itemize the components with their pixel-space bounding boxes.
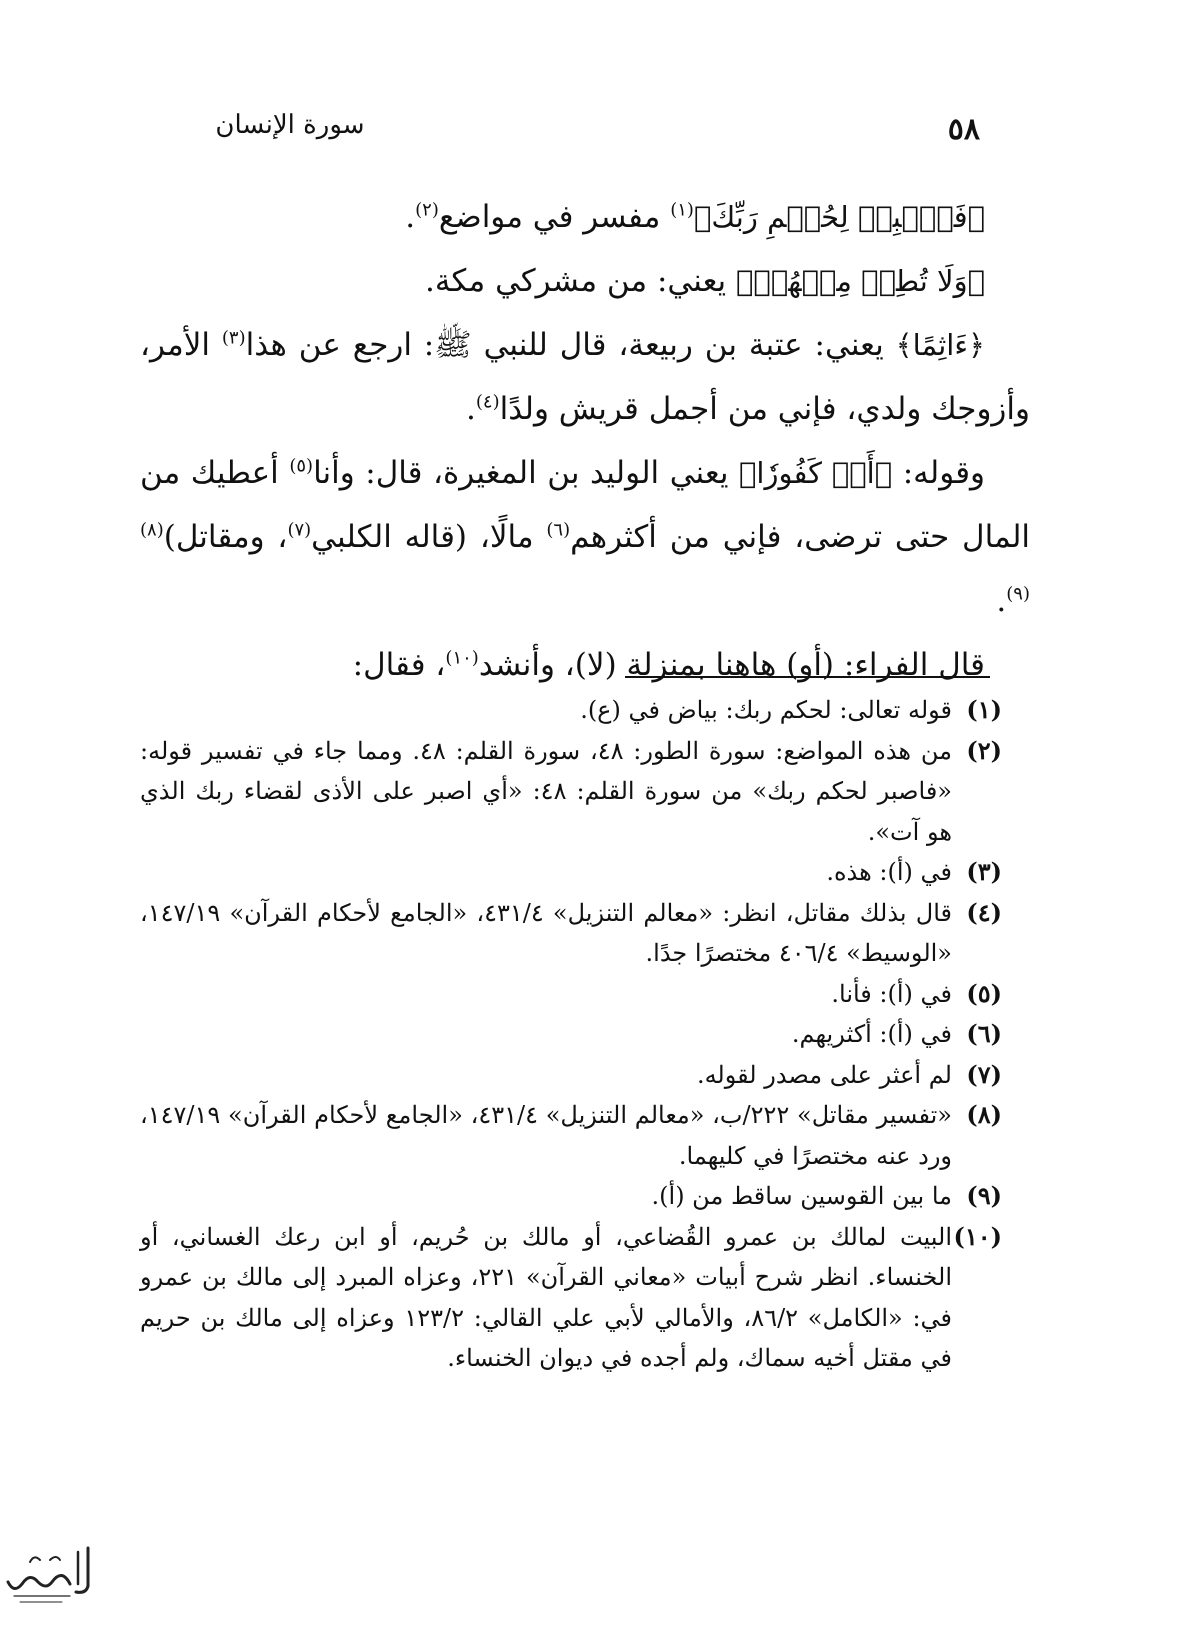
paragraph-5 bbox=[140, 633, 1030, 697]
publisher-logo-icon bbox=[0, 1538, 96, 1610]
paragraph-text: يعني: من مشركي مكة. bbox=[425, 263, 737, 299]
footnotes bbox=[140, 690, 1002, 1379]
paragraph-4 bbox=[140, 441, 1030, 633]
footnote-text: ما بين القوسين ساقط من (أ). bbox=[651, 1182, 952, 1210]
footnote-item bbox=[140, 1176, 1002, 1217]
footnote-text: لم أعثر على مصدر لقوله. bbox=[696, 1060, 952, 1089]
paragraph-3 bbox=[140, 313, 1030, 441]
footnote-number: (٧) bbox=[966, 1059, 1002, 1089]
footnote-number: (٤) bbox=[966, 897, 1002, 927]
paragraph-text: يعني: عتبة بن ربيعة، قال للنبي ﷺ: ارجع عن هذا bbox=[245, 327, 896, 363]
footnote-item bbox=[140, 1055, 1002, 1096]
footnote-ref: (٥) bbox=[289, 455, 314, 477]
footnote-ref: (٨)(٩) bbox=[140, 519, 1030, 605]
quran-quote: ﴿فَٱصۡبِرۡ لِحُكۡمِ رَبِّكَ﴾ bbox=[693, 200, 985, 234]
footnote-text: البيت لمالك بن عمرو القُضاعي، أو مالك بن حُريم، أو ابن رعك الغساني، أو الخنساء. انظر شرح أبيات «معاني القرآن» ٢٢١، وعزاه المبرد إلى مالك بن عمرو في: «الكامل» ٨٦/٢، والأمالي لأبي علي القالي: ١٢٣/٢ وعزاه إلى مالك بن حريم في مقتل أخيه سماك، ولم أجده في ديوان الخنساء. bbox=[140, 1222, 953, 1372]
paragraph-text: يعني الوليد بن المغيرة، قال: وأنا bbox=[313, 455, 740, 491]
paragraph-text: الأمر، وأزوجك ولدي، فإني من أجمل قريش ولدًا bbox=[140, 327, 1030, 427]
punctuation: . bbox=[996, 583, 1007, 619]
paragraph-text: ، فقال: bbox=[352, 647, 446, 683]
paragraph-1 bbox=[140, 185, 1030, 249]
footnote-text: «تفسير مقاتل» ٢٢٢/ب، «معالم التنزيل» ٤٣١/٤، «الجامع لأحكام القرآن» ١٤٧/١٩، ورد عنه مختصرًا في كليهما. bbox=[140, 1101, 952, 1170]
footnote-text: في (أ): أكثريهم. bbox=[791, 1020, 952, 1048]
footnote-ref: (٣) bbox=[221, 327, 246, 349]
footnote-number: (٥) bbox=[966, 978, 1002, 1008]
quran-quote: ﴿وَلَا تُطِعۡ مِنۡهُمۡ﴾ bbox=[736, 264, 985, 298]
footnote-item bbox=[140, 731, 1002, 853]
footnote-item bbox=[140, 852, 1002, 893]
footnote-text: في (أ): هذه. bbox=[826, 858, 952, 886]
paragraph-text: ، ومقاتل) bbox=[163, 519, 288, 555]
paragraph-text: مالًا، (قاله الكلبي bbox=[311, 519, 547, 555]
footnote-item bbox=[140, 690, 1002, 731]
footnote-ref: (٦) bbox=[546, 519, 571, 541]
quran-quote: ﴿أَوۡ كَفُورٗا﴾ bbox=[739, 456, 893, 490]
footnote-ref: (٢) bbox=[415, 199, 439, 221]
footnote-item bbox=[140, 1014, 1002, 1055]
footnote-number: (١) bbox=[966, 695, 1002, 724]
footnote-ref: (٤) bbox=[475, 391, 500, 413]
footnote-ref: (٧) bbox=[287, 519, 312, 541]
footnote-text: في (أ): فأنا. bbox=[831, 979, 952, 1008]
footnote-item bbox=[140, 893, 1002, 974]
page-number: ٥٨ bbox=[947, 112, 980, 147]
logo-calligraphy bbox=[8, 1548, 88, 1602]
footnote-number: (٢) bbox=[966, 735, 1002, 765]
punctuation: . bbox=[405, 199, 416, 235]
punctuation: . bbox=[466, 391, 476, 427]
footnote-number: (٨) bbox=[966, 1100, 1002, 1129]
footnote-text: قال بذلك مقاتل، انظر: «معالم التنزيل» ٤٣١/٤، «الجامع لأحكام القرآن» ١٤٧/١٩، «الوسيط» ٤٠٦/٤ مختصرًا جدًا. bbox=[140, 898, 953, 967]
paragraph-text: قال الفراء: (أو) هاهنا بمنزلة (لا)، وأنشد bbox=[478, 647, 985, 683]
footnote-item bbox=[140, 974, 1002, 1015]
paragraph-text: مفسر في مواضع bbox=[438, 199, 671, 235]
footnote-item bbox=[140, 1217, 1002, 1379]
footnote-number: (٦) bbox=[966, 1019, 1002, 1048]
main-text bbox=[140, 185, 1030, 697]
paragraph-2 bbox=[140, 249, 1030, 313]
footnote-item bbox=[140, 1095, 1002, 1176]
footnote-number: (٣) bbox=[966, 857, 1002, 886]
quran-quote: ﴿ءَاثِمًا﴾ bbox=[895, 328, 985, 362]
footnote-text: من هذه المواضع: سورة الطور: ٤٨، سورة القلم: ٤٨. ومما جاء في تفسير قوله: «فاصبر لحكم ربك» من سورة القلم: ٤٨: «أي اصبر على الأذى لقضاء ربك الذي هو آت». bbox=[140, 736, 953, 846]
footnote-number: (٩) bbox=[966, 1181, 1002, 1210]
footnote-ref: (١٠) bbox=[445, 647, 479, 669]
paragraph-text: أعطيك من المال حتى ترضى، فإني من أكثرهم bbox=[140, 455, 1031, 555]
footnote-ref: (١) bbox=[670, 199, 694, 221]
footnote-number: (١٠) bbox=[953, 1221, 1002, 1251]
running-header-title: سورة الإنسان bbox=[215, 110, 365, 140]
footnote-text: قوله تعالى: لحكم ربك: بياض في (ع). bbox=[580, 696, 952, 724]
paragraph-text: وقوله: bbox=[892, 455, 986, 491]
footnote-separator bbox=[625, 676, 990, 678]
